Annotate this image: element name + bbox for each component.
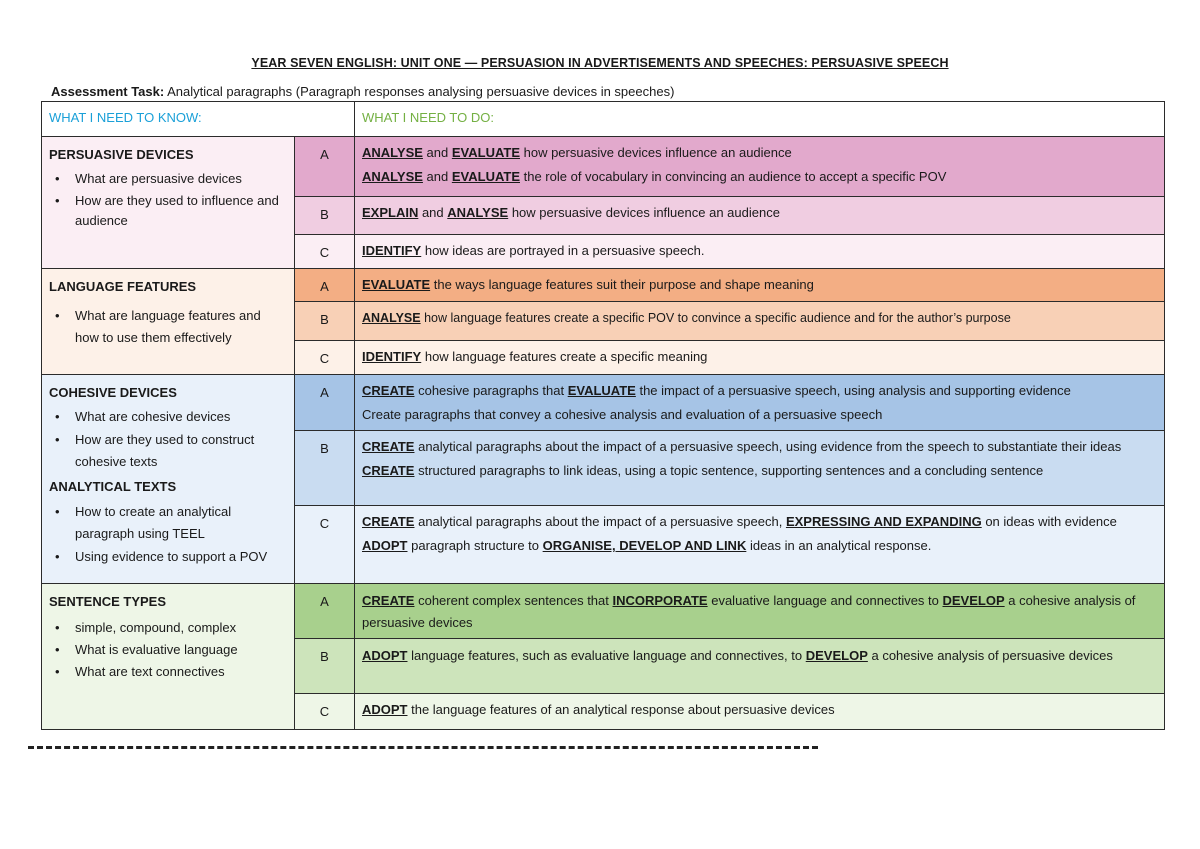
list-item: • What are text connectives [75, 662, 287, 682]
keyword: CREATE [362, 593, 415, 608]
keyword: INCORPORATE [612, 593, 708, 608]
criteria-line [362, 308, 1157, 328]
list-item: • Using evidence to support a POV [75, 547, 287, 567]
criteria-description [355, 375, 1165, 431]
criteria-text: how language features create a specific meaning [421, 349, 708, 364]
topic-language-features [42, 269, 295, 375]
dashed-divider [28, 746, 818, 749]
assessment-task [51, 84, 674, 99]
keyword: CREATE [362, 463, 415, 478]
bullet-list [49, 305, 287, 349]
level-label: B [295, 639, 355, 694]
table-header-row [42, 102, 1165, 137]
criteria-text: the role of vocabulary in convincing an audience to accept a specific POV [520, 169, 947, 184]
keyword: EVALUATE [451, 169, 520, 184]
keyword: ADOPT [362, 702, 408, 717]
criteria-description [355, 639, 1165, 694]
criteria-description [355, 235, 1165, 269]
keyword: EXPRESSING AND EXPANDING [785, 514, 982, 529]
criteria-text: how ideas are portrayed in a persuasive speech. [421, 243, 705, 258]
level-label: C [295, 506, 355, 584]
topic-cohesive-devices [42, 375, 295, 584]
criteria-line [362, 437, 1157, 457]
criteria-description [355, 584, 1165, 639]
criteria-text: and [422, 145, 452, 160]
level-label: B [295, 197, 355, 235]
criteria-line [362, 143, 1157, 163]
criteria-text: analytical paragraphs about the impact of a persuasive speech, using evidence from the speech to substantiate their ideas [414, 439, 1122, 454]
keyword: ANALYSE [362, 311, 421, 325]
level-label: C [295, 235, 355, 269]
list-item: • What are cohesive devices [75, 407, 287, 427]
criteria-description [355, 431, 1165, 506]
table-row [42, 137, 1165, 197]
criteria-text: paragraph structure to [407, 538, 543, 553]
keyword: EVALUATE [362, 277, 431, 292]
keyword: EVALUATE [451, 145, 520, 160]
keyword: ORGANISE, DEVELOP AND LINK [542, 538, 747, 553]
criteria-line [362, 700, 1157, 720]
level-label: B [295, 302, 355, 341]
criteria-text: structured paragraphs to link ideas, using a topic sentence, supporting sentences and a concluding sentence [414, 463, 1044, 478]
criteria-text: how persuasive devices influence an audience [520, 145, 792, 160]
level-label: B [295, 431, 355, 506]
criteria-text: the ways language features suit their purpose and shape meaning [430, 277, 814, 292]
topic-heading: COHESIVE DEVICES [49, 385, 177, 400]
criteria-line [362, 275, 1157, 295]
keyword: ANALYSE [362, 169, 423, 184]
criteria-text: cohesive paragraphs that [414, 383, 568, 398]
know-header: WHAT I NEED TO KNOW: [42, 102, 355, 137]
criteria-description [355, 302, 1165, 341]
list-item: • What are persuasive devices [75, 169, 287, 189]
keyword: IDENTIFY [362, 349, 422, 364]
criteria-text: how persuasive devices influence an audience [508, 205, 780, 220]
level-label: A [295, 375, 355, 431]
criteria-line [362, 241, 1157, 261]
bullet-list [49, 501, 287, 567]
keyword: DEVELOP [942, 593, 1005, 608]
criteria-text: on ideas with evidence [981, 514, 1117, 529]
keyword: ADOPT [362, 538, 408, 553]
criteria-description [355, 506, 1165, 584]
criteria-line [362, 645, 1157, 667]
criteria-line [362, 167, 1157, 187]
topic-persuasive-devices [42, 137, 295, 269]
keyword: ANALYSE [362, 145, 423, 160]
assessment-task-label: Assessment Task: [51, 84, 165, 99]
level-label: A [295, 269, 355, 302]
keyword: DEVELOP [805, 648, 868, 663]
level-label: A [295, 584, 355, 639]
bullet-list [49, 407, 287, 473]
assessment-task-text: Analytical paragraphs (Paragraph responses analysing persuasive devices in speeches) [164, 84, 675, 99]
criteria-text: evaluative language and connectives to [707, 593, 943, 608]
criteria-line [362, 590, 1157, 634]
criteria-text: language features, such as evaluative language and connectives, to [407, 648, 806, 663]
criteria-line: Create paragraphs that convey a cohesive analysis and evaluation of a persuasive speech [362, 407, 883, 422]
list-item: • What is evaluative language [75, 640, 287, 660]
criteria-line [362, 461, 1157, 481]
do-header: WHAT I NEED TO DO: [355, 102, 1165, 137]
criteria-description [355, 341, 1165, 375]
criteria-text: the impact of a persuasive speech, using analysis and supporting evidence [635, 383, 1071, 398]
criteria-text: ideas in an analytical response. [746, 538, 932, 553]
keyword: CREATE [362, 514, 415, 529]
topic-heading: ANALYTICAL TEXTS [49, 479, 177, 494]
level-label: C [295, 694, 355, 730]
criteria-text: coherent complex sentences that [414, 593, 613, 608]
criteria-description [355, 269, 1165, 302]
level-label: C [295, 341, 355, 375]
keyword: ADOPT [362, 648, 408, 663]
criteria-text: a cohesive analysis of persuasive devices [867, 648, 1113, 663]
criteria-text: and [422, 169, 452, 184]
keyword: ANALYSE [447, 205, 509, 220]
topic-heading: SENTENCE TYPES [49, 594, 167, 609]
topic-heading: PERSUASIVE DEVICES [49, 147, 194, 162]
bullet-list [49, 169, 287, 231]
criteria-text: a cohesive analysis of persuasive devices [362, 593, 1136, 630]
criteria-description [355, 694, 1165, 730]
criteria-description [355, 137, 1165, 197]
criteria-line [362, 347, 1157, 367]
table-row [42, 375, 1165, 431]
criteria-text: analytical paragraphs about the impact of a persuasive speech, [414, 514, 786, 529]
level-label: A [295, 137, 355, 197]
learning-criteria-table [41, 101, 1165, 730]
criteria-line [362, 381, 1157, 401]
list-item: • How to create an analytical paragraph using TEEL [75, 501, 287, 545]
criteria-text: and [418, 205, 448, 220]
criteria-line [362, 536, 1157, 556]
criteria-text: how language features create a specific POV to convince a specific audience and for the author’s purpose [420, 311, 1011, 325]
table-row [42, 269, 1165, 302]
criteria-description [355, 197, 1165, 235]
list-item: • What are language features and how to use them effectively [75, 305, 287, 349]
criteria-line [362, 203, 1157, 223]
document-title: YEAR SEVEN ENGLISH: UNIT ONE — PERSUASION IN ADVERTISEMENTS AND SPEECHES: PERSUASIVE SPEECH [251, 56, 949, 70]
topic-heading: LANGUAGE FEATURES [49, 279, 197, 294]
table-row [42, 584, 1165, 639]
keyword: IDENTIFY [362, 243, 422, 258]
topic-sentence-types [42, 584, 295, 730]
criteria-text: the language features of an analytical response about persuasive devices [407, 702, 835, 717]
keyword: EXPLAIN [362, 205, 419, 220]
list-item: • How are they used to construct cohesive texts [75, 429, 287, 473]
keyword: EVALUATE [567, 383, 636, 398]
list-item: • simple, compound, complex [75, 618, 287, 638]
list-item: • How are they used to influence and audience [75, 191, 287, 231]
bullet-list [49, 618, 287, 682]
keyword: CREATE [362, 439, 415, 454]
criteria-line [362, 512, 1157, 532]
keyword: CREATE [362, 383, 415, 398]
